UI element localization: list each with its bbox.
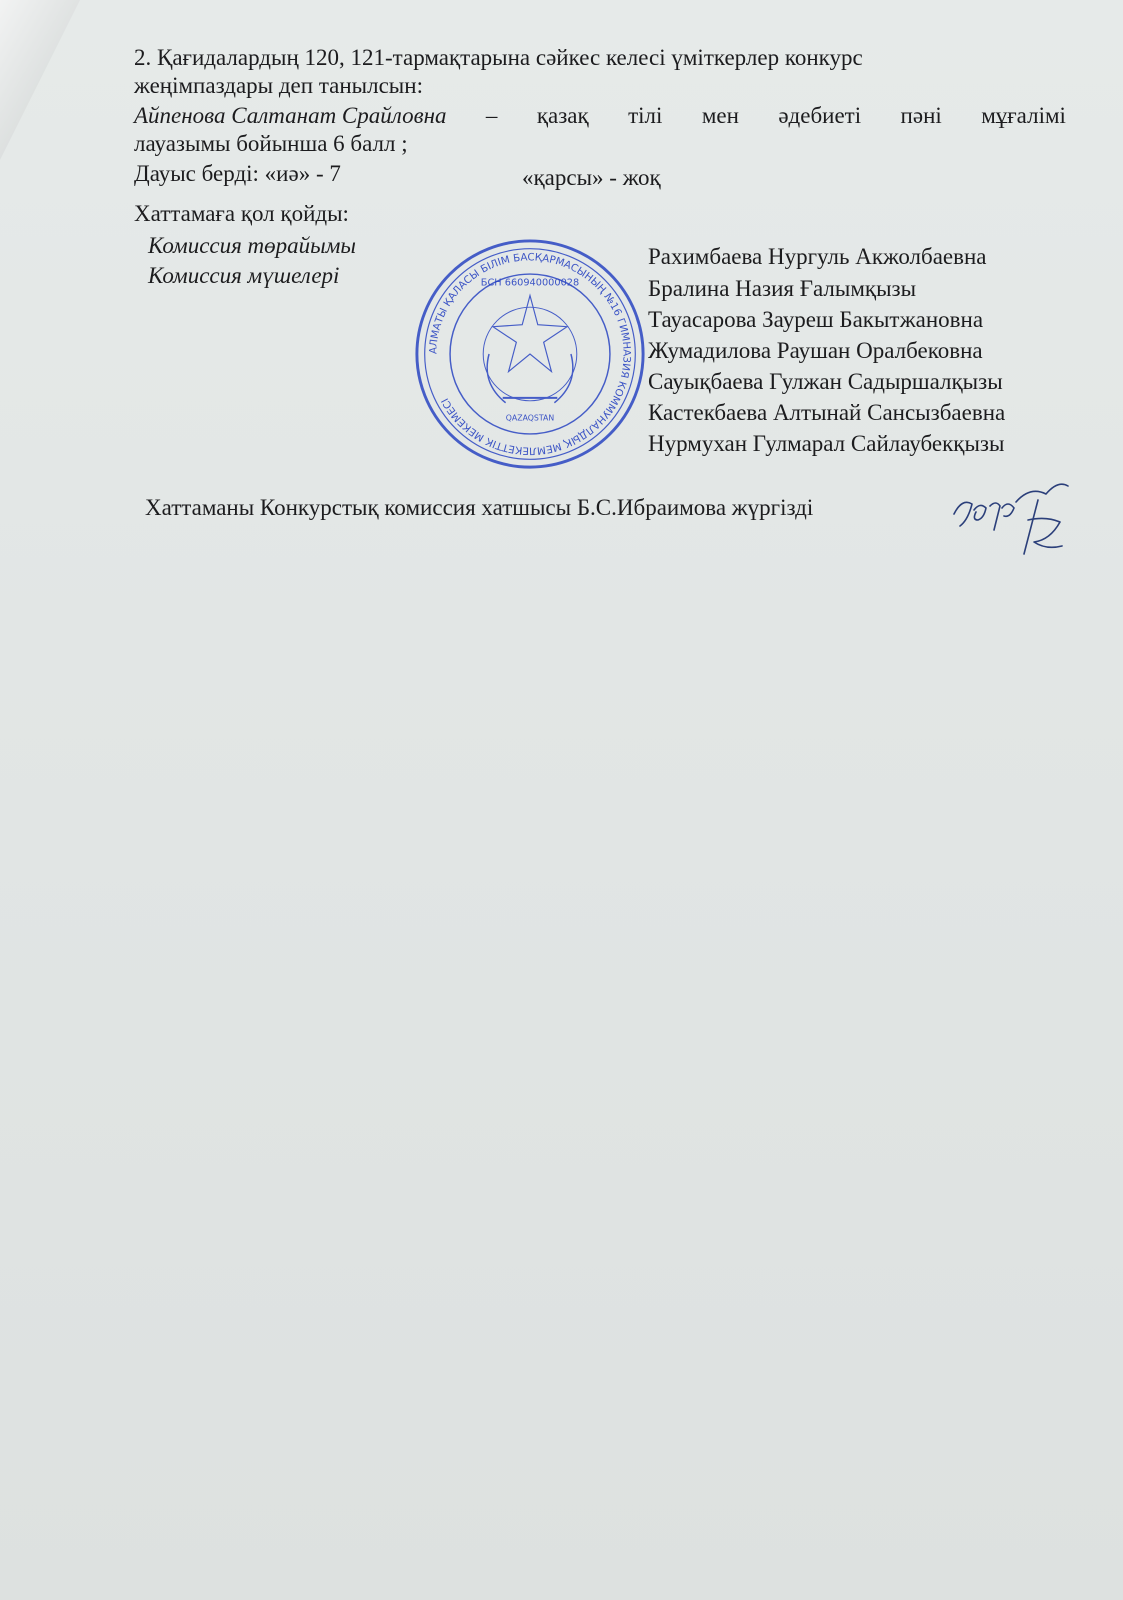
winner-word: пәні <box>900 103 942 128</box>
member-name: Бралина Назия Ғалымқызы <box>648 276 917 301</box>
winner-name: Айпенова Салтанат Срайловна <box>134 103 447 128</box>
winner-word: әдебиеті <box>778 103 862 128</box>
winner-word: мен <box>701 103 739 128</box>
chair-name: Рахимбаева Нургуль Акжолбаевна <box>648 244 987 269</box>
official-stamp <box>413 237 647 471</box>
winner-line <box>134 102 1066 130</box>
member-name: Кастекбаева Алтынай Сансызбаевна <box>648 400 1006 425</box>
handwritten-signature <box>950 480 1080 560</box>
folded-corner <box>0 0 80 160</box>
signed-label: Хаттамаға қол қойды: <box>134 201 349 226</box>
member-name: Сауықбаева Гулжан Садыршалқызы <box>648 369 1003 394</box>
footer-line: Хаттаманы Конкурстық комиссия хатшысы Б.С.Ибраимова жүргізді <box>145 495 814 520</box>
vote-for: Дауыс берді: «иә» - 7 <box>134 161 341 186</box>
vote-against: «қарсы» - жоқ <box>522 165 661 190</box>
members-label: Комиссия мүшелері <box>148 263 340 288</box>
stamp-ring-text: АЛМАТЫ ҚАЛАСЫ БІЛІМ БАСҚАРМАСЫНЫҢ №16 ГИМНАЗИЯ КОММУНАЛДЫҚ МЕМЛЕКЕТТІК МЕКЕМЕСІ <box>428 252 632 456</box>
clause-line-2: жеңімпаздары деп танылсын: <box>134 73 423 98</box>
winner-dash: – <box>485 103 498 128</box>
winner-word: тілі <box>628 103 663 128</box>
member-name: Нурмухан Гулмарал Сайлаубекқызы <box>648 431 1005 456</box>
member-name: Тауасарова Зауреш Бакытжановна <box>648 307 984 332</box>
stamp-center-text: QAZAQSTAN <box>505 413 555 423</box>
chair-label: Комиссия төрайымы <box>148 233 356 258</box>
stamp-bin: БСН 660940000028 <box>480 277 580 289</box>
clause-line-1: 2. Қағидалардың 120, 121-тармақтарына сәйкес келесі үміткерлер конкурс <box>134 45 863 70</box>
winner-word: мұғалімі <box>981 103 1066 128</box>
winner-word: қазақ <box>536 103 589 128</box>
winner-line-2: лауазымы бойынша 6 балл ; <box>134 131 408 156</box>
member-name: Жумадилова Раушан Оралбековна <box>648 338 983 363</box>
